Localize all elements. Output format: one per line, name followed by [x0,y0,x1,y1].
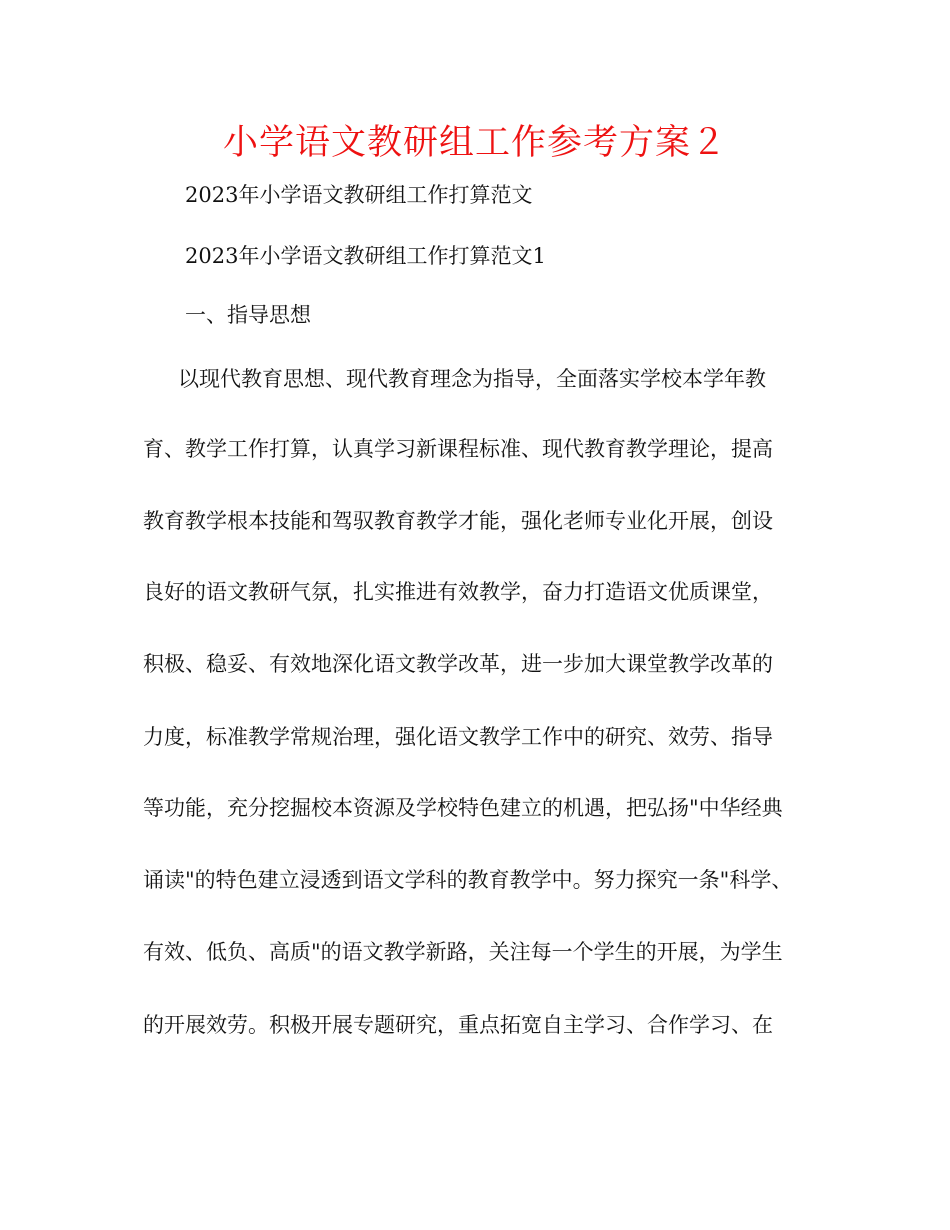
section-heading: 2023年小学语文教研组工作打算范文1 [185,244,546,268]
body-line: 以现代教育思想、现代教育理念为指导，全面落实学校本学年教 [178,367,766,391]
body-line: 诵读"的特色建立浸透到语文学科的教育教学中。努力探究一条"科学、 [143,868,793,892]
section-one-heading: 一、指导思想 [185,303,311,327]
body-line: 等功能，充分挖掘校本资源及学校特色建立的机遇，把弘扬"中华经典 [143,796,783,820]
body-line: 的开展效劳。积极开展专题研究，重点拓宽自主学习、合作学习、在 [143,1013,773,1037]
body-line: 有效、低负、高质"的语文教学新路，关注每一个学生的开展，为学生 [143,940,783,964]
body-line: 教育教学根本技能和驾驭教育教学才能，强化老师专业化开展，创设 [143,509,773,533]
body-line: 良好的语文教研气氛，扎实推进有效教学，奋力打造语文优质课堂， [143,580,773,604]
subtitle: 2023年小学语文教研组工作打算范文 [185,183,533,207]
body-line: 育、教学工作打算，认真学习新课程标准、现代教育教学理论，提高 [143,437,773,461]
body-line: 积极、稳妥、有效地深化语文教学改革，进一步加大课堂教学改革的 [143,652,773,676]
body-line: 力度，标准教学常规治理，强化语文教学工作中的研究、效劳、指导 [143,725,773,749]
document-title: 小学语文教研组工作参考方案２ [222,123,727,163]
